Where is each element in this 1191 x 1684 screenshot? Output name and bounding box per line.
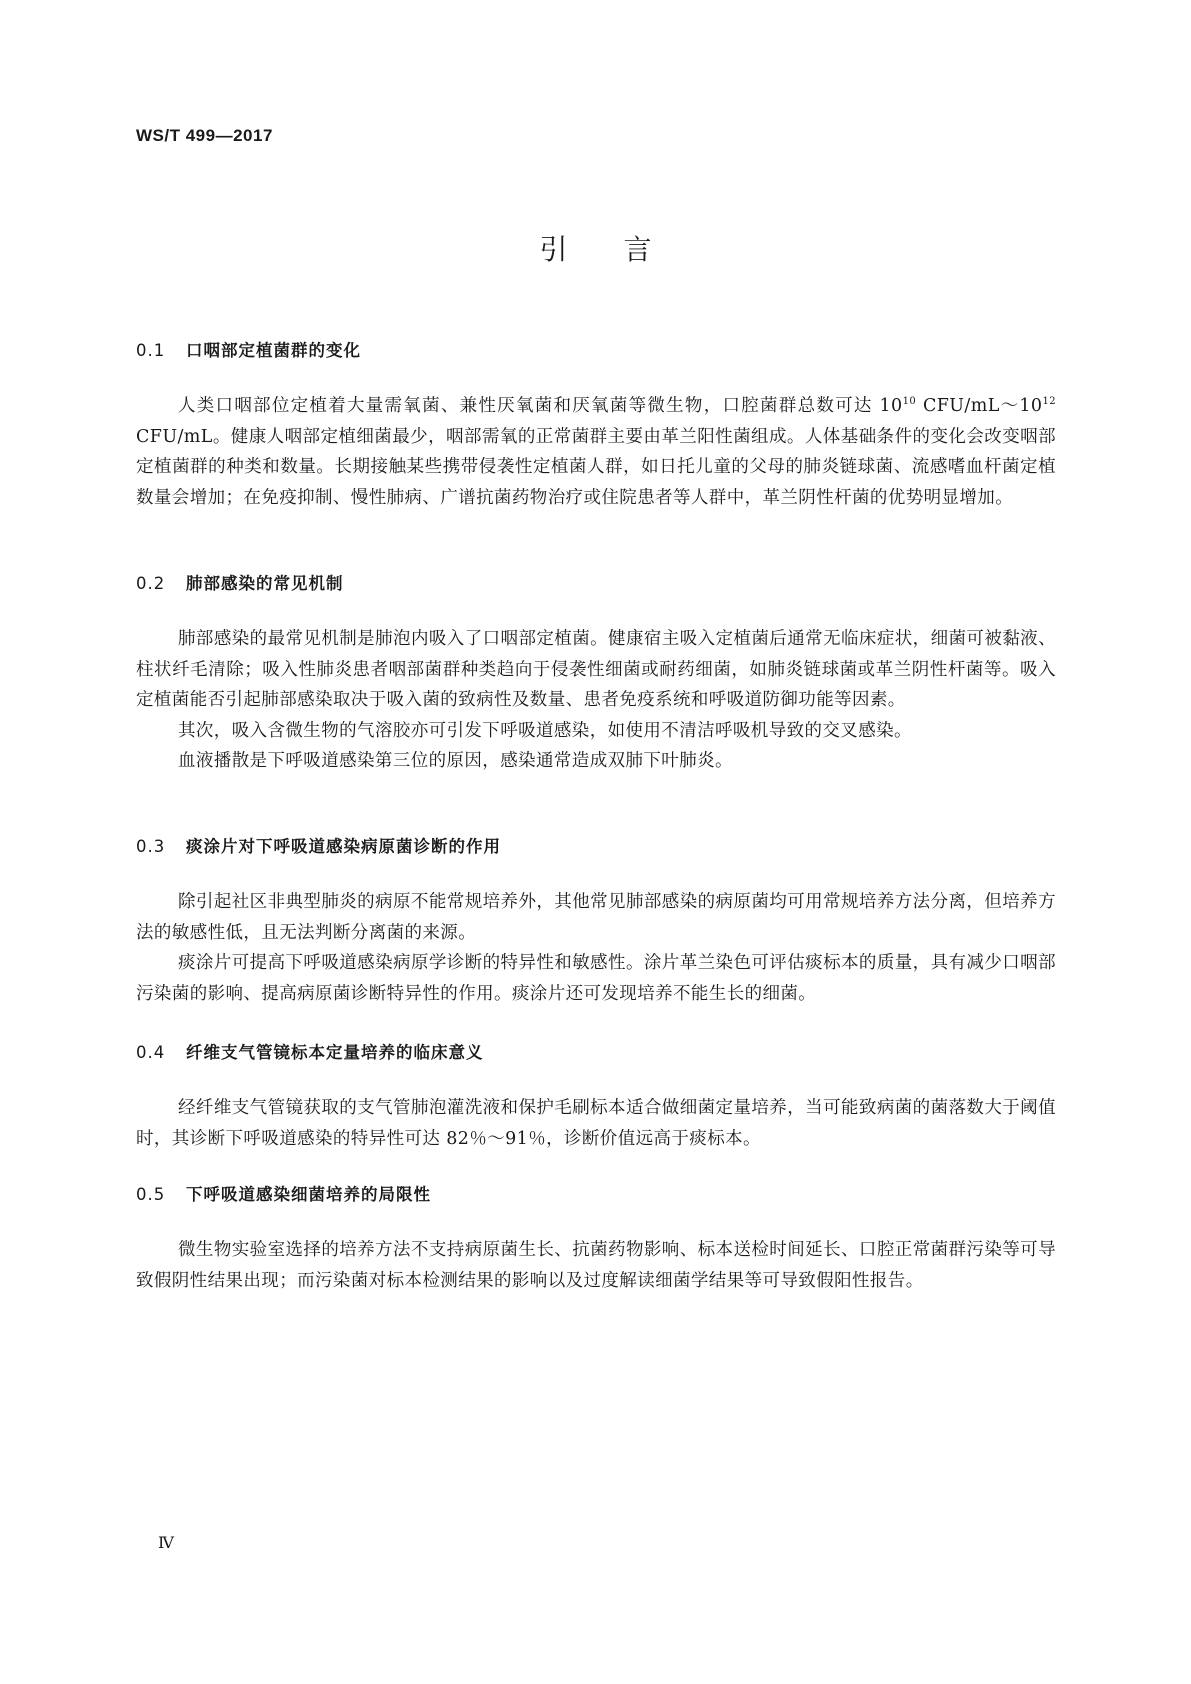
section-0-3-body xyxy=(136,887,1056,1009)
paragraph: 经纤维支气管镜获取的支气管肺泡灌洗液和保护毛刷标本适合做细菌定量培养，当可能致病菌的菌落数大于阈值时，其诊断下呼吸道感染的特异性可达 82％～91％，诊断价值远高于痰标本。 xyxy=(136,1098,1056,1149)
section-heading-0-1 xyxy=(136,337,361,361)
page-title: 引言 xyxy=(539,233,708,266)
paragraph: 痰涂片可提高下呼吸道感染病原学诊断的特异性和敏感性。涂片革兰染色可评估痰标本的质量，具有减少口咽部污染菌的影响、提高病原菌诊断特异性的作用。痰涂片还可发现培养不能生长的细菌。 xyxy=(136,953,1056,1004)
section-title: 肺部感染的常见机制 xyxy=(186,574,344,593)
section-0-4-body xyxy=(136,1093,1056,1154)
section-number: 0.4 xyxy=(136,1043,166,1062)
section-0-1-body xyxy=(136,391,1056,513)
section-heading-0-5 xyxy=(136,1181,431,1205)
paragraph: 其次，吸入含微生物的气溶胶亦可引发下呼吸道感染，如使用不清洁呼吸机导致的交叉感染。 xyxy=(178,720,912,741)
paragraph: 除引起社区非典型肺炎的病原不能常规培养外，其他常见肺部感染的病原菌均可用常规培养方法分离，但培养方法的敏感性低，且无法判断分离菌的来源。 xyxy=(136,892,1056,943)
section-title: 痰涂片对下呼吸道感染病原菌诊断的作用 xyxy=(186,837,501,856)
paragraph: 血液播散是下呼吸道感染第三位的原因，感染通常造成双肺下叶肺炎。 xyxy=(178,751,733,771)
section-heading-0-4 xyxy=(136,1039,484,1063)
section-title: 下呼吸道感染细菌培养的局限性 xyxy=(186,1185,431,1204)
section-number: 0.3 xyxy=(136,837,166,856)
paragraph: 肺部感染的最常见机制是肺泡内吸入了口咽部定植菌。健康宿主吸入定植菌后通常无临床症状，细菌可被黏液、柱状纤毛清除；吸入性肺炎患者咽部菌群种类趋向于侵袭性细菌或耐药细菌，如肺炎链球菌或革兰阴性杆菌等。吸入定植菌能否引起肺部感染取决于吸入菌的致病性及数量、患者免疫系统和呼吸道防御功能等因素。 xyxy=(136,629,1056,710)
paragraph: 微生物实验室选择的培养方法不支持病原菌生长、抗菌药物影响、标本送检时间延长、口腔正常菌群污染等可导致假阴性结果出现；而污染菌对标本检测结果的影响以及过度解读细菌学结果等可导致假阳性报告。 xyxy=(136,1240,1056,1291)
standard-code: WS/T 499—2017 xyxy=(136,126,273,145)
section-0-5-body xyxy=(136,1235,1056,1296)
section-heading-0-2 xyxy=(136,570,344,594)
section-number: 0.2 xyxy=(136,574,166,593)
section-title: 纤维支气管镜标本定量培养的临床意义 xyxy=(186,1043,484,1062)
section-number: 0.5 xyxy=(136,1185,166,1204)
section-heading-0-3 xyxy=(136,833,501,857)
section-number: 0.1 xyxy=(136,341,166,360)
paragraph: 人类口咽部位定植着大量需氧菌、兼性厌氧菌和厌氧菌等微生物，口腔菌群总数可达 $10^{10}$ CFU/$mL\sim 10^{12}$ CFU/mL。健康人咽部定植细菌最少，咽部需氧的正常菌群主要由革兰阳性菌组成。人体基础条件的变化会改变咽部定植菌群的种类和数量。长期接触某些携带侵袭性定植菌人群，如日托儿童的父母的肺炎链球菌、流感嗜血杆菌定植数量会增加；在免疫抑制、慢性肺病、广谱抗菌药物治疗或住院患者等人群中，革兰阴性杆菌的优势明显增加。 xyxy=(136,396,1056,508)
section-0-2-body xyxy=(136,624,1056,777)
page-number: Ⅳ xyxy=(158,1533,174,1552)
section-title: 口咽部定植菌群的变化 xyxy=(186,341,361,360)
